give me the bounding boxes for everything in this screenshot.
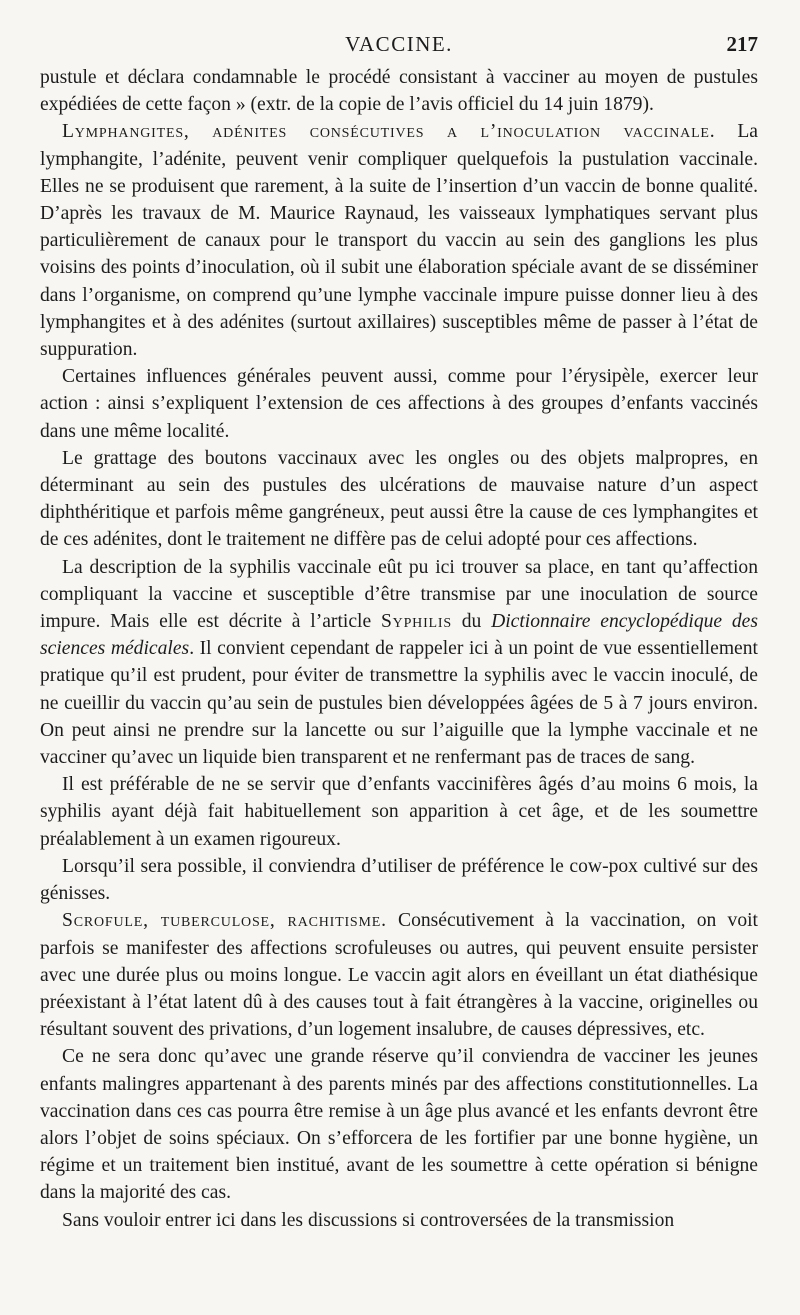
paragraph-text: Lorsqu’il sera possible, il conviendra d’utiliser de préférence le cow-pox cultivé sur des génisses. [40, 855, 758, 905]
section-heading: Scrofule, tuberculose, rachitisme. [62, 910, 387, 932]
paragraph-text: Ce ne sera donc qu’avec une grande réserve qu’il conviendra de vacciner les jeunes enfants malingres appartenant à des parents minés par des affections constitutionnelles. La vaccination dans ces cas pourra être remise à un âge plus avancé et les enfants devront être alors l’objet de soins spéciaux. On s’efforcera de les fortifier par une bonne hygiène, un régime et un traitement bien institué, avant de les soumettre à cette opération si bénigne dans la majorité des cas. [40, 1046, 758, 1204]
work-title: Dictionnaire encyclopédique des sciences médicales [40, 611, 758, 660]
paragraph [40, 1207, 758, 1234]
paragraph [40, 907, 758, 1043]
paragraph [40, 554, 758, 772]
section-heading: Lymphangites, adénites consécutives a l’inoculation vaccinale. [62, 121, 716, 143]
paragraph [40, 64, 758, 118]
paragraph [40, 445, 758, 554]
page-header [40, 26, 758, 64]
paragraph-text: du [451, 611, 492, 633]
body-text [40, 64, 758, 1234]
paragraph-text: Certaines influences générales peuvent aussi, comme pour l’érysipèle, exercer leur action : ainsi s’expliquent l’extension de ces affections à des groupes d’enfants vaccinés dans une même localité. [40, 366, 758, 442]
paragraph-text: Il est préférable de ne se servir que d’enfants vaccinifères âgés d’au moins 6 mois, la syphilis ayant déjà fait habituellement son apparition à cet âge, et de les soumettre préalablement à un examen rigoureux. [40, 774, 758, 850]
page-number: 217 [726, 32, 758, 56]
running-title: VACCINE. [345, 32, 453, 56]
paragraph [40, 1043, 758, 1206]
paragraph-text: Sans vouloir entrer ici dans les discussions si controversées de la transmission [62, 1209, 675, 1231]
paragraph-text: . Il convient cependant de rappeler ici à un point de vue essentiellement pratique qu’il est prudent, pour éviter de transmettre la syphilis avec le vaccin inoculé, de ne cueillir du vaccin qu’au sein de pustules bien développées âgées de 5 à 7 jours environ. On peut ainsi ne prendre sur la lancette ou sur l’aiguille que la lymphe vaccinale et ne vacciner qu’avec un liquide bien transparent et ne renfermant pas de traces de sang. [40, 638, 758, 769]
paragraph-text: La description de la syphilis vaccinale eût pu ici trouver sa place, en tant qu’affection compliquant la vaccine et susceptible d’être transmise par une inoculation de source impure. Mais elle est décrite à l’article [40, 556, 758, 633]
paragraph-text: La lymphangite, l’adénite, peuvent venir compliquer quelquefois la pustulation vaccinale. Elles ne se produisent que rarement, à la suite de l’insertion d’un vaccin de bonne qualité. D’après les travaux de M. Maurice Raynaud, les vaisseaux lymphatiques servant plus particulièrement de canaux pour le transport du vaccin au sein des ganglions les plus voisins des points d’inoculation, où il subit une élaboration spéciale avant de se disséminer dans l’organisme, on comprend qu’une lymphe vaccinale impure puisse donner lieu à des lymphangites et à des adénites (surtout axillaires) susceptibles même de passer à l’état de suppuration. [40, 121, 758, 361]
paragraph [40, 118, 758, 363]
paragraph [40, 363, 758, 445]
paragraph [40, 771, 758, 853]
paragraph-text: Le grattage des boutons vaccinaux avec les ongles ou des objets malpropres, en déterminant au sein des pustules des ulcérations de mauvaise nature d’un aspect diphthéritique et parfois même gangréneux, peut aussi être la cause de ces lymphangites et de ces adénites, dont le traitement ne diffère pas de celui adopté pour ces affections. [40, 447, 758, 551]
paragraph-text: Consécutivement à la vaccination, on voit parfois se manifester des affections scrofuleuses ou autres, qui peuvent ensuite persister avec une durée plus ou moins longue. Le vaccin agit alors en éveillant un état diathésique préexistant à l’état latent dû à des causes tout à fait étrangères à la vaccine, originelles ou résultant souvent des privations, d’un logement insalubre, de causes dépressives, etc. [40, 910, 759, 1041]
paragraph [40, 853, 758, 907]
paragraph-text: pustule et déclara condamnable le procédé consistant à vacciner au moyen de pustules expédiées de cette façon » (extr. de la copie de l’avis officiel du 14 juin 1879). [40, 67, 758, 116]
article-reference: Syphilis [380, 611, 452, 633]
